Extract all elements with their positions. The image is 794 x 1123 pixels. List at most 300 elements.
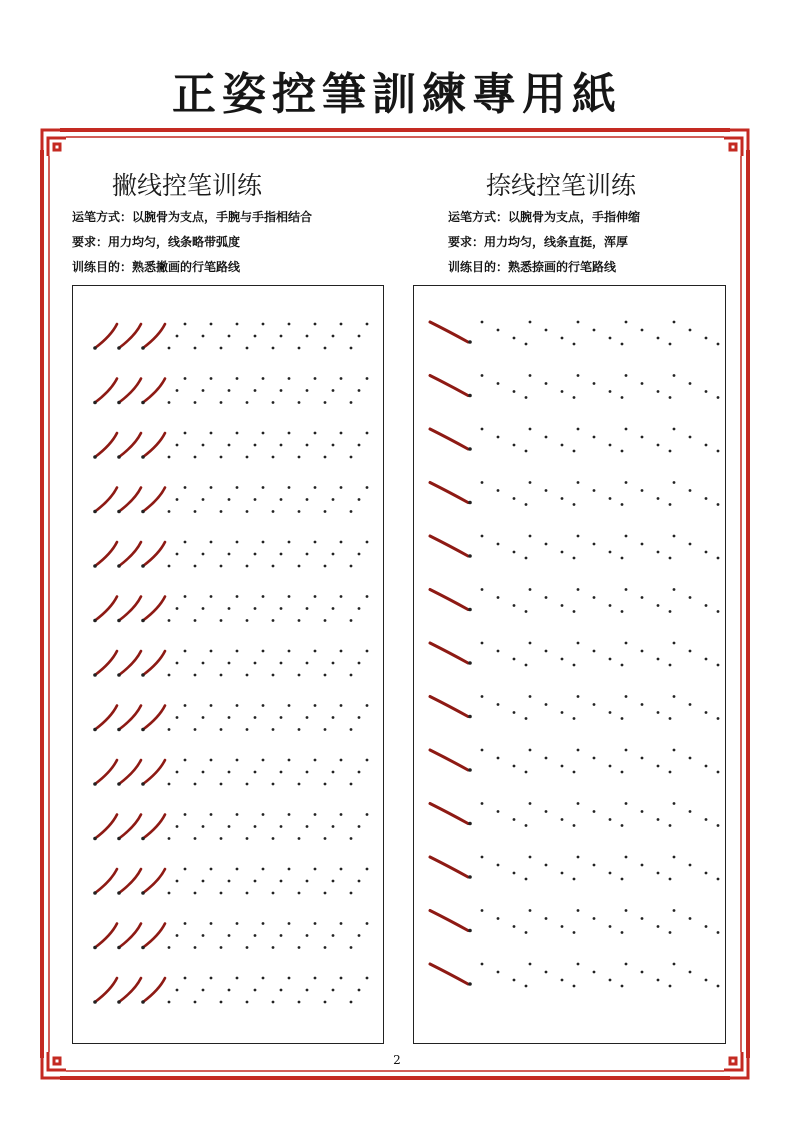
guide-dot — [246, 892, 249, 895]
guide-dot — [529, 588, 532, 591]
guide-dot — [689, 329, 692, 332]
guide-dot — [561, 390, 564, 393]
stroke-example — [430, 322, 468, 342]
guide-dot — [332, 771, 335, 774]
guide-dot — [561, 925, 564, 928]
guide-dot — [254, 716, 257, 719]
guide-dot — [288, 977, 291, 980]
guide-dot — [202, 662, 205, 665]
guide-dot — [194, 674, 197, 677]
guide-dot — [280, 716, 283, 719]
guide-dot — [306, 389, 309, 392]
guide-dot — [340, 977, 343, 980]
stroke-end-dot — [468, 929, 472, 933]
guide-dot — [306, 825, 309, 828]
guide-dot — [228, 662, 231, 665]
guide-dot — [184, 595, 187, 598]
guide-dot — [669, 396, 672, 399]
page-number: 2 — [393, 1053, 401, 1067]
guide-dot — [673, 535, 676, 538]
guide-dot — [280, 662, 283, 665]
guide-dot — [705, 872, 708, 875]
guide-dot — [625, 588, 628, 591]
stroke-example — [95, 597, 117, 621]
stroke-example — [430, 376, 468, 396]
guide-dot — [236, 868, 239, 871]
guide-dot — [641, 436, 644, 439]
guide-dot — [272, 565, 275, 568]
stroke-end-dot — [468, 982, 472, 986]
guide-dot — [529, 749, 532, 752]
guide-dot — [324, 837, 327, 840]
guide-dot — [641, 596, 644, 599]
stroke-end-dot — [117, 837, 121, 841]
guide-dot — [529, 481, 532, 484]
stroke-example — [430, 857, 468, 877]
guide-dot — [525, 985, 528, 988]
stroke-example — [119, 924, 141, 948]
guide-dot — [625, 749, 628, 752]
guide-dot — [593, 329, 596, 332]
guide-dot — [717, 503, 720, 506]
guide-dot — [358, 989, 361, 992]
guide-dot — [298, 619, 301, 622]
guide-dot — [561, 444, 564, 447]
guide-dot — [314, 650, 317, 653]
guide-dot — [350, 347, 353, 350]
guide-dot — [168, 837, 171, 840]
guide-dot — [228, 880, 231, 883]
guide-dot — [673, 856, 676, 859]
guide-dot — [705, 765, 708, 768]
instruction-purpose-pie: 训练目的：熟悉撇画的行笔路线 — [72, 260, 241, 274]
guide-dot — [272, 783, 275, 786]
guide-dot — [717, 878, 720, 881]
guide-dot — [577, 588, 580, 591]
guide-dot — [350, 946, 353, 949]
guide-dot — [481, 749, 484, 752]
guide-dot — [689, 917, 692, 920]
guide-dot — [228, 498, 231, 501]
guide-dot — [314, 868, 317, 871]
guide-dot — [366, 377, 369, 380]
guide-dot — [609, 925, 612, 928]
guide-dot — [314, 759, 317, 762]
guide-dot — [332, 662, 335, 665]
guide-dot — [497, 917, 500, 920]
guide-dot — [228, 607, 231, 610]
guide-dot — [298, 510, 301, 513]
guide-dot — [621, 396, 624, 399]
guide-dot — [573, 878, 576, 881]
guide-dot — [176, 716, 179, 719]
guide-dot — [246, 401, 249, 404]
guide-dot — [366, 704, 369, 707]
guide-dot — [621, 985, 624, 988]
guide-dot — [202, 444, 205, 447]
guide-dot — [184, 759, 187, 762]
guide-dot — [577, 535, 580, 538]
guide-dot — [625, 428, 628, 431]
guide-dot — [324, 565, 327, 568]
stroke-end-dot — [93, 837, 97, 841]
guide-dot — [641, 864, 644, 867]
guide-dot — [332, 825, 335, 828]
guide-dot — [625, 695, 628, 698]
guide-dot — [202, 498, 205, 501]
guide-dot — [332, 389, 335, 392]
guide-dot — [669, 985, 672, 988]
guide-dot — [545, 703, 548, 706]
stroke-example — [430, 804, 468, 824]
guide-dot — [194, 565, 197, 568]
stroke-end-dot — [93, 891, 97, 895]
guide-dot — [657, 337, 660, 340]
stroke-example — [143, 978, 165, 1002]
guide-dot — [350, 783, 353, 786]
guide-dot — [236, 541, 239, 544]
guide-dot — [314, 432, 317, 435]
guide-dot — [673, 428, 676, 431]
guide-dot — [280, 498, 283, 501]
guide-dot — [689, 436, 692, 439]
guide-dot — [497, 489, 500, 492]
guide-dot — [340, 759, 343, 762]
guide-dot — [497, 650, 500, 653]
stroke-end-dot — [468, 608, 472, 612]
guide-dot — [306, 716, 309, 719]
guide-dot — [220, 456, 223, 459]
instruction-requirement-na: 要求：用力均匀，线条直挺，浑厚 — [448, 235, 629, 249]
stroke-end-dot — [468, 822, 472, 826]
guide-dot — [358, 934, 361, 937]
guide-dot — [625, 481, 628, 484]
stroke-end-dot — [117, 946, 121, 950]
guide-dot — [202, 607, 205, 610]
guide-dot — [262, 650, 265, 653]
guide-dot — [184, 486, 187, 489]
guide-dot — [306, 335, 309, 338]
guide-dot — [210, 704, 213, 707]
guide-dot — [184, 432, 187, 435]
guide-dot — [220, 1001, 223, 1004]
stroke-end-dot — [141, 1000, 145, 1004]
stroke-end-dot — [117, 346, 121, 350]
guide-dot — [332, 553, 335, 556]
guide-dot — [561, 765, 564, 768]
guide-dot — [306, 607, 309, 610]
guide-dot — [288, 759, 291, 762]
guide-dot — [609, 497, 612, 500]
guide-dot — [194, 347, 197, 350]
guide-dot — [350, 837, 353, 840]
guide-dot — [717, 450, 720, 453]
guide-dot — [176, 444, 179, 447]
guide-dot — [366, 922, 369, 925]
guide-dot — [561, 551, 564, 554]
guide-dot — [262, 813, 265, 816]
guide-dot — [262, 541, 265, 544]
guide-dot — [168, 401, 171, 404]
guide-dot — [324, 946, 327, 949]
guide-dot — [497, 596, 500, 599]
guide-dot — [280, 825, 283, 828]
guide-dot — [314, 541, 317, 544]
guide-dot — [176, 607, 179, 610]
guide-dot — [513, 604, 516, 607]
guide-dot — [228, 771, 231, 774]
guide-dot — [210, 541, 213, 544]
guide-dot — [593, 971, 596, 974]
stroke-example — [430, 483, 468, 503]
guide-dot — [210, 432, 213, 435]
guide-dot — [573, 985, 576, 988]
guide-dot — [306, 444, 309, 447]
guide-dot — [545, 917, 548, 920]
guide-dot — [525, 396, 528, 399]
guide-dot — [298, 456, 301, 459]
stroke-end-dot — [468, 875, 472, 879]
stroke-example — [143, 869, 165, 893]
guide-dot — [272, 892, 275, 895]
guide-dot — [262, 595, 265, 598]
guide-dot — [545, 489, 548, 492]
guide-dot — [621, 557, 624, 560]
guide-dot — [202, 934, 205, 937]
guide-dot — [210, 323, 213, 326]
guide-dot — [324, 401, 327, 404]
guide-dot — [673, 963, 676, 966]
guide-dot — [657, 390, 660, 393]
guide-dot — [657, 604, 660, 607]
guide-dot — [350, 565, 353, 568]
stroke-end-dot — [468, 715, 472, 719]
stroke-example — [143, 924, 165, 948]
guide-dot — [497, 543, 500, 546]
guide-dot — [545, 864, 548, 867]
guide-dot — [246, 837, 249, 840]
guide-dot — [577, 909, 580, 912]
guide-dot — [513, 765, 516, 768]
guide-dot — [545, 596, 548, 599]
page-title: 正姿控筆訓練專用紙 — [172, 69, 622, 120]
stroke-end-dot — [141, 455, 145, 459]
stroke-end-dot — [117, 401, 121, 405]
guide-dot — [262, 704, 265, 707]
guide-dot — [545, 329, 548, 332]
guide-dot — [689, 757, 692, 760]
guide-dot — [220, 783, 223, 786]
guide-dot — [497, 864, 500, 867]
stroke-end-dot — [93, 510, 97, 514]
stroke-end-dot — [141, 510, 145, 514]
stroke-example — [95, 815, 117, 839]
guide-dot — [545, 382, 548, 385]
guide-dot — [246, 946, 249, 949]
guide-dot — [641, 810, 644, 813]
guide-dot — [573, 343, 576, 346]
guide-dot — [324, 456, 327, 459]
guide-dot — [573, 503, 576, 506]
practice-grid-na — [414, 286, 725, 1043]
guide-dot — [573, 396, 576, 399]
guide-dot — [194, 946, 197, 949]
guide-dot — [525, 771, 528, 774]
guide-dot — [220, 565, 223, 568]
guide-dot — [262, 323, 265, 326]
guide-dot — [717, 343, 720, 346]
guide-dot — [210, 922, 213, 925]
stroke-example — [95, 542, 117, 566]
guide-dot — [176, 498, 179, 501]
guide-dot — [705, 551, 708, 554]
guide-dot — [717, 717, 720, 720]
guide-dot — [298, 946, 301, 949]
guide-dot — [306, 498, 309, 501]
guide-dot — [280, 607, 283, 610]
practice-panel-na — [413, 285, 726, 1044]
guide-dot — [340, 432, 343, 435]
guide-dot — [621, 771, 624, 774]
guide-dot — [561, 337, 564, 340]
guide-dot — [176, 335, 179, 338]
guide-dot — [332, 498, 335, 501]
guide-dot — [176, 553, 179, 556]
guide-dot — [689, 971, 692, 974]
guide-dot — [298, 892, 301, 895]
guide-dot — [529, 695, 532, 698]
stroke-end-dot — [141, 346, 145, 350]
guide-dot — [210, 377, 213, 380]
guide-dot — [246, 674, 249, 677]
guide-dot — [332, 934, 335, 937]
guide-dot — [220, 837, 223, 840]
stroke-example — [95, 488, 117, 512]
stroke-example — [95, 760, 117, 784]
stroke-example — [119, 869, 141, 893]
guide-dot — [184, 813, 187, 816]
guide-dot — [673, 588, 676, 591]
guide-dot — [332, 716, 335, 719]
guide-dot — [280, 989, 283, 992]
guide-dot — [689, 596, 692, 599]
guide-dot — [324, 674, 327, 677]
guide-dot — [228, 716, 231, 719]
guide-dot — [621, 503, 624, 506]
guide-dot — [621, 717, 624, 720]
guide-dot — [577, 749, 580, 752]
instruction-requirement-pie: 要求：用力均匀，线条略带弧度 — [72, 235, 241, 249]
guide-dot — [525, 717, 528, 720]
guide-dot — [202, 553, 205, 556]
stroke-end-dot — [93, 564, 97, 568]
guide-dot — [609, 551, 612, 554]
guide-dot — [298, 837, 301, 840]
guide-dot — [561, 658, 564, 661]
guide-dot — [717, 985, 720, 988]
guide-dot — [280, 335, 283, 338]
guide-dot — [513, 711, 516, 714]
stroke-end-dot — [468, 340, 472, 344]
guide-dot — [358, 553, 361, 556]
guide-dot — [228, 335, 231, 338]
stroke-end-dot — [117, 564, 121, 568]
guide-dot — [625, 642, 628, 645]
guide-dot — [340, 486, 343, 489]
guide-dot — [288, 486, 291, 489]
guide-dot — [184, 377, 187, 380]
guide-dot — [657, 551, 660, 554]
guide-dot — [254, 389, 257, 392]
guide-dot — [525, 503, 528, 506]
guide-dot — [641, 703, 644, 706]
stroke-example — [119, 651, 141, 675]
guide-dot — [358, 662, 361, 665]
guide-dot — [246, 783, 249, 786]
guide-dot — [673, 909, 676, 912]
stroke-end-dot — [117, 455, 121, 459]
guide-dot — [545, 650, 548, 653]
guide-dot — [717, 396, 720, 399]
guide-dot — [641, 757, 644, 760]
guide-dot — [525, 931, 528, 934]
guide-dot — [673, 749, 676, 752]
guide-dot — [324, 892, 327, 895]
guide-dot — [577, 374, 580, 377]
guide-dot — [340, 323, 343, 326]
guide-dot — [669, 450, 672, 453]
guide-dot — [202, 389, 205, 392]
guide-dot — [236, 704, 239, 707]
guide-dot — [481, 321, 484, 324]
stroke-end-dot — [141, 837, 145, 841]
guide-dot — [545, 757, 548, 760]
guide-dot — [525, 610, 528, 613]
guide-dot — [254, 771, 257, 774]
instruction-purpose-na: 训练目的：熟悉捺画的行笔路线 — [448, 260, 617, 274]
stroke-example — [143, 597, 165, 621]
guide-dot — [194, 837, 197, 840]
guide-dot — [288, 432, 291, 435]
stroke-end-dot — [93, 401, 97, 405]
guide-dot — [593, 543, 596, 546]
guide-dot — [481, 481, 484, 484]
guide-dot — [593, 757, 596, 760]
guide-dot — [358, 389, 361, 392]
guide-dot — [262, 868, 265, 871]
stroke-example — [430, 697, 468, 717]
guide-dot — [184, 868, 187, 871]
guide-dot — [184, 922, 187, 925]
guide-dot — [202, 771, 205, 774]
guide-dot — [280, 553, 283, 556]
guide-dot — [288, 323, 291, 326]
guide-dot — [625, 909, 628, 912]
guide-dot — [220, 728, 223, 731]
guide-dot — [573, 450, 576, 453]
guide-dot — [246, 565, 249, 568]
guide-dot — [298, 783, 301, 786]
guide-dot — [340, 377, 343, 380]
guide-dot — [529, 535, 532, 538]
guide-dot — [202, 716, 205, 719]
guide-dot — [561, 497, 564, 500]
stroke-example — [119, 324, 141, 348]
guide-dot — [314, 922, 317, 925]
guide-dot — [481, 535, 484, 538]
guide-dot — [577, 321, 580, 324]
guide-dot — [561, 604, 564, 607]
